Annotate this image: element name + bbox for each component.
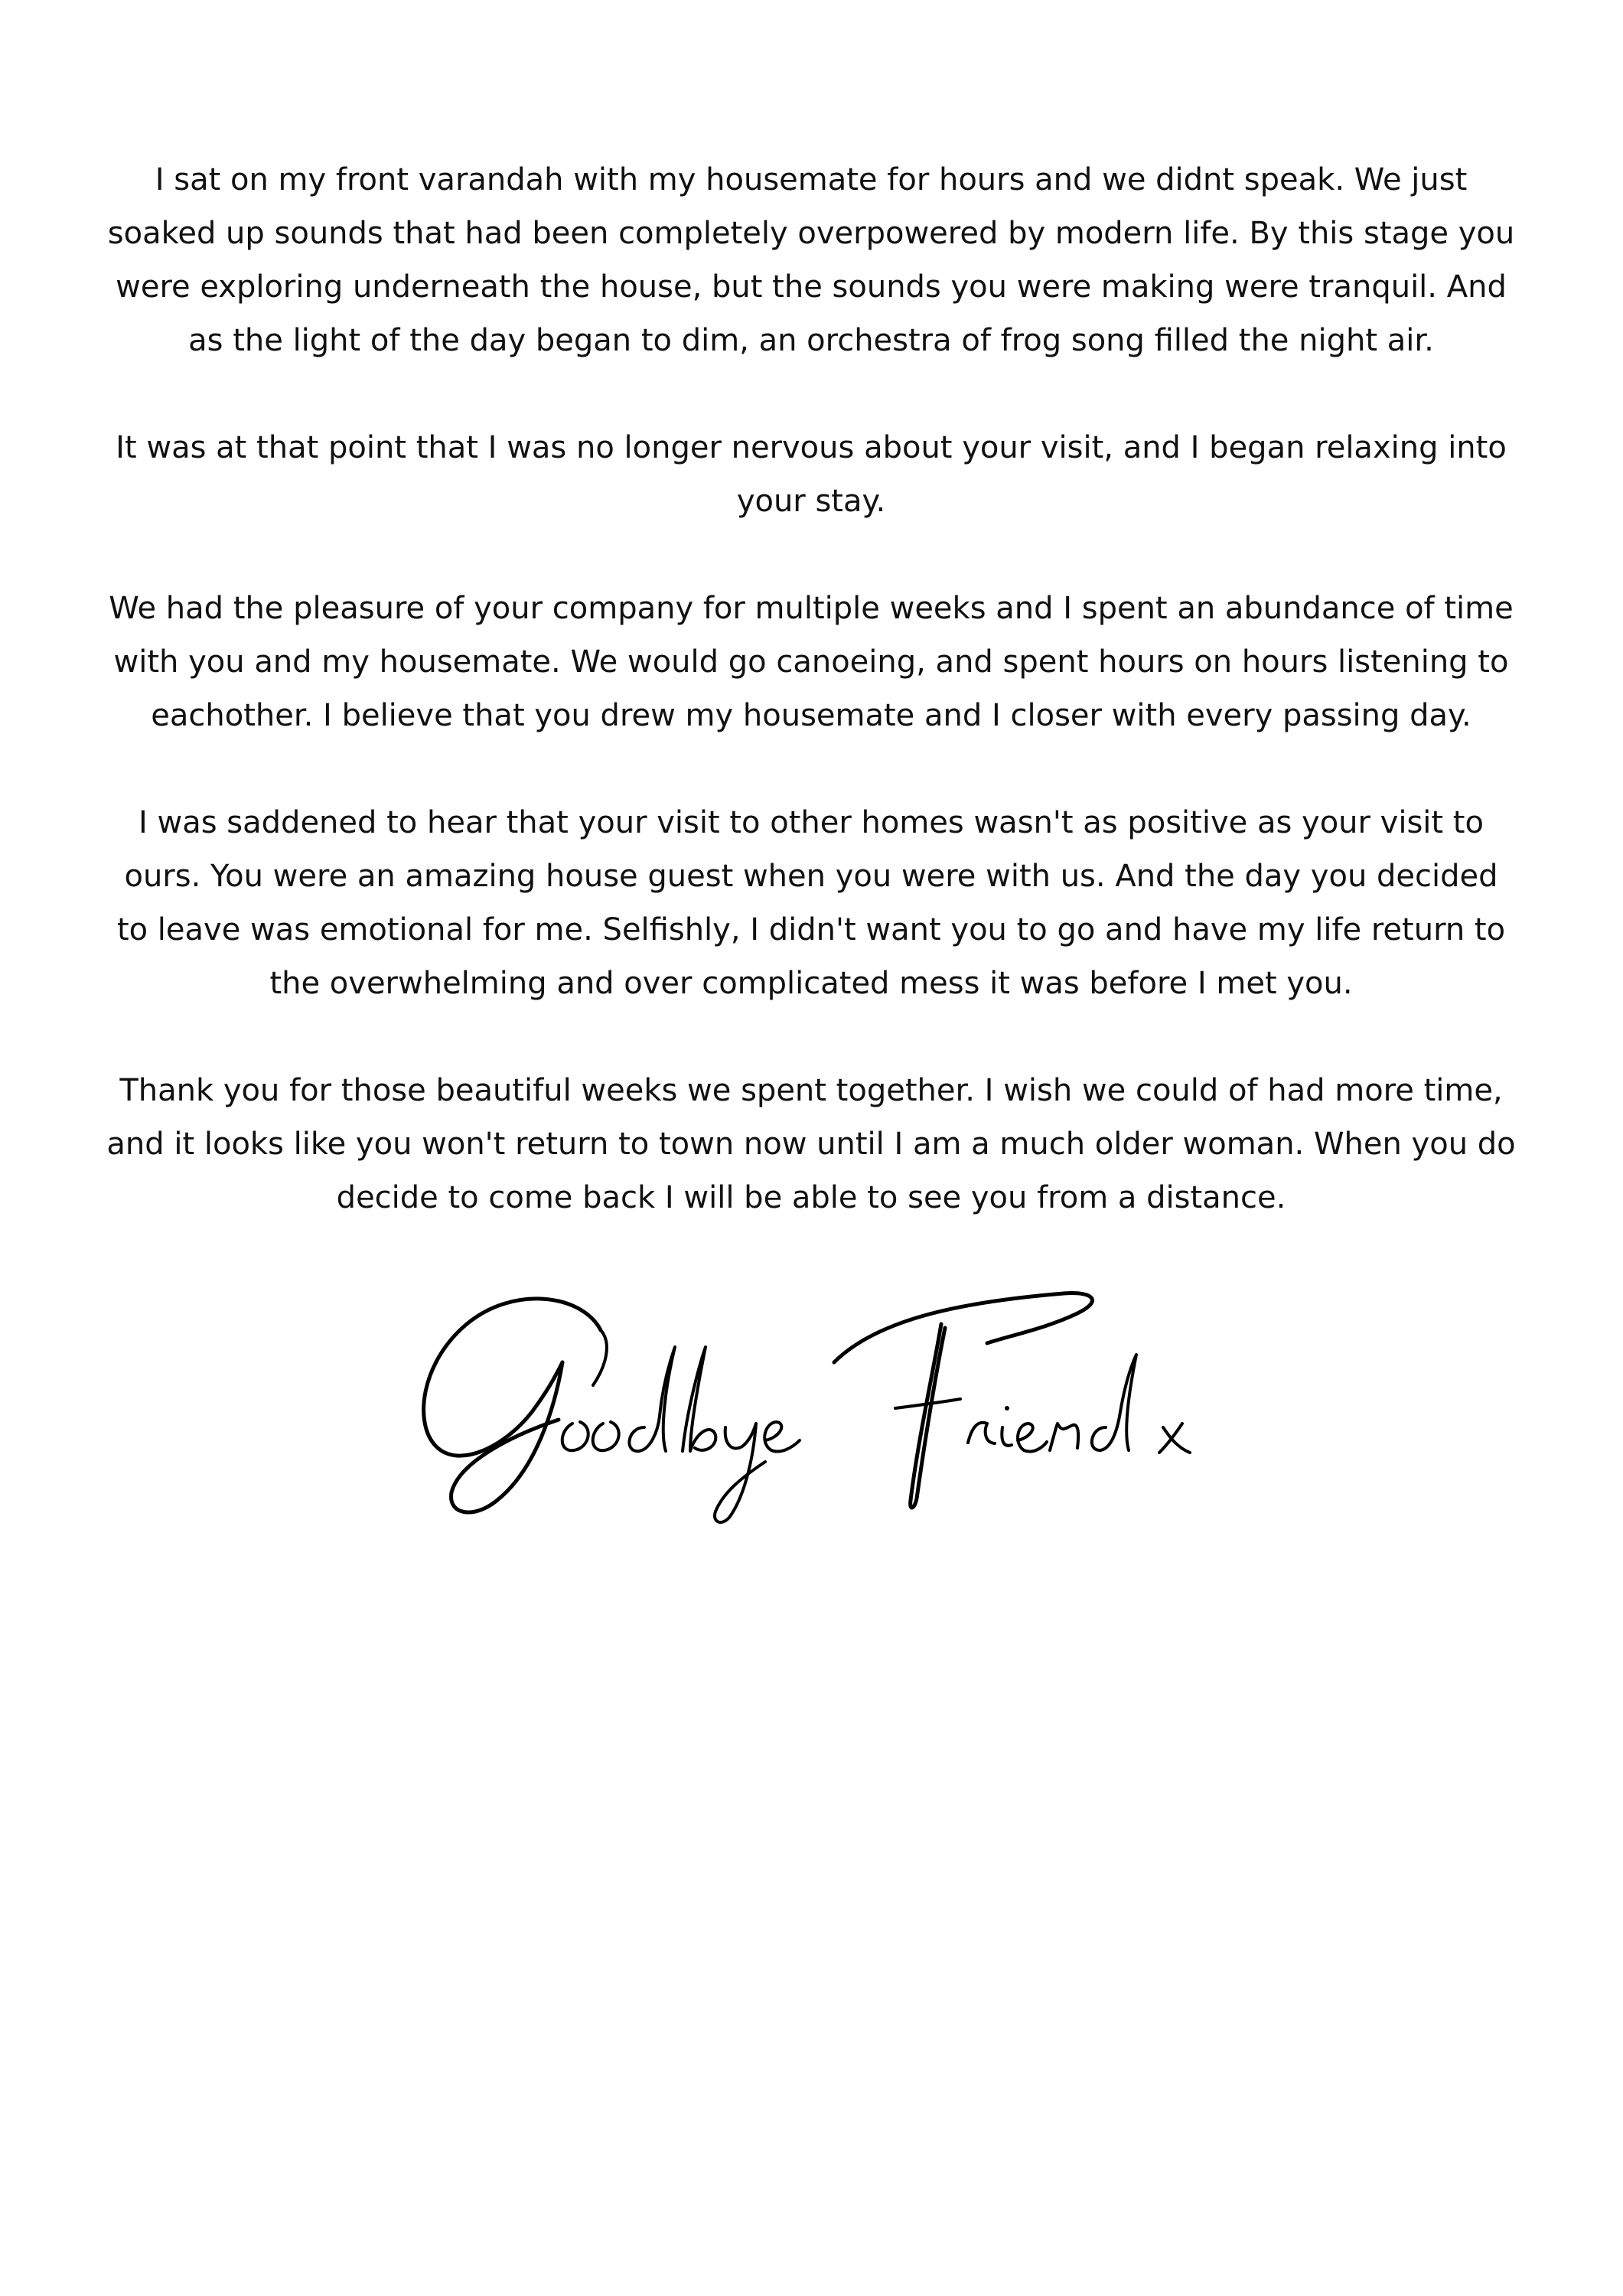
paragraph-line: It was at that point that I was no longer nervous about your visit, and I began relaxing into bbox=[116, 430, 1507, 465]
handwritten-signature bbox=[406, 1270, 1201, 1531]
paragraph-line: decide to come back I will be able to see you from a distance. bbox=[336, 1180, 1286, 1215]
paragraph-line: and it looks like you won't return to town now until I am a much older woman. When you do bbox=[106, 1127, 1516, 1162]
paragraph-line: Thank you for those beautiful weeks we spent together. I wish we could of had more time, bbox=[119, 1073, 1503, 1108]
letter-body bbox=[46, 153, 1576, 1278]
paragraph-2 bbox=[46, 421, 1576, 528]
paragraph-line: I was saddened to hear that your visit to other homes wasn't as positive as your visit to bbox=[139, 805, 1484, 840]
paragraph-5 bbox=[46, 1064, 1576, 1225]
paragraph-line: with you and my housemate. We would go canoeing, and spent hours on hours listening to bbox=[113, 644, 1509, 680]
paragraph-line: We had the pleasure of your company for multiple weeks and I spent an abundance of time bbox=[109, 591, 1514, 626]
paragraph-3 bbox=[46, 582, 1576, 742]
paragraph-4 bbox=[46, 796, 1576, 1010]
paragraph-line: ours. You were an amazing house guest when you were with us. And the day you decided bbox=[124, 859, 1498, 894]
paragraph-line: your stay. bbox=[736, 484, 886, 519]
paragraph-line: as the light of the day began to dim, an orchestra of frog song filled the night air. bbox=[188, 323, 1434, 358]
paragraph-line: the overwhelming and over complicated mess it was before I met you. bbox=[269, 966, 1353, 1001]
paragraph-1 bbox=[46, 153, 1576, 367]
paragraph-line: eachother. I believe that you drew my housemate and I closer with every passing day. bbox=[151, 698, 1471, 733]
paragraph-line: soaked up sounds that had been completely overpowered by modern life. By this stage you bbox=[107, 216, 1515, 251]
paragraph-line: I sat on my front varandah with my housemate for hours and we didnt speak. We just bbox=[155, 162, 1468, 197]
paragraph-line: were exploring underneath the house, but the sounds you were making were tranquil. And bbox=[116, 269, 1507, 305]
paragraph-line: to leave was emotional for me. Selfishly, I didn't want you to go and have my life return to bbox=[116, 912, 1506, 947]
